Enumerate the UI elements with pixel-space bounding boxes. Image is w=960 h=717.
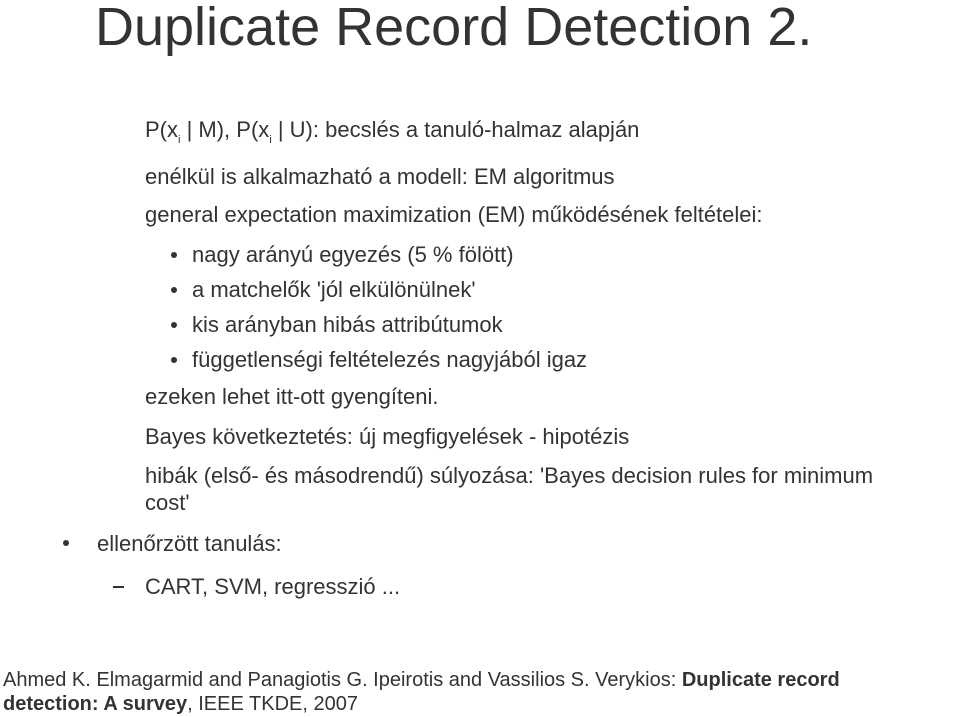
bullet-dot [171, 322, 177, 328]
formula-part-c: | U): becslés a tanuló-halmaz alapján [271, 117, 640, 142]
dash-bullet [113, 586, 124, 588]
bullet-dot [63, 540, 69, 546]
probability-line [145, 117, 639, 147]
methods-line: CART, SVM, regresszió ... [145, 574, 401, 599]
reference-title-b: detection: A survey [3, 693, 188, 715]
reference-venue: , IEEE TKDE, 2007 [187, 693, 358, 715]
reference-authors: Ahmed K. Elmagarmid and Panagiotis G. Ipeirotis and Vassilios S. Verykios: [3, 669, 682, 691]
bullet-dot [171, 287, 177, 293]
relax-line: ezeken lehet itt-ott gyengíteni. [145, 384, 439, 409]
formula-part-b: | M), P(x [180, 117, 270, 142]
em-intro-line: enélkül is alkalmazható a modell: EM algoritmus [145, 164, 615, 189]
supervised-line: ellenőrzött tanulás: [97, 531, 282, 556]
formula-part-a: P(x [145, 117, 178, 142]
reference-line-2 [3, 692, 358, 716]
errors-line-cont: cost' [145, 490, 190, 515]
condition-item: a matchelők 'jól elkülönülnek' [192, 277, 476, 302]
em-conditions-line: general expectation maximization (EM) működésének feltételei: [145, 202, 763, 227]
condition-item: függetlenségi feltételezés nagyjából igaz [192, 347, 588, 372]
condition-item: kis arányban hibás attribútumok [192, 312, 503, 337]
bayes-line: Bayes következtetés: új megfigyelések - hipotézis [145, 424, 630, 449]
reference-title-a: Duplicate record [681, 669, 840, 691]
reference-line-1 [3, 668, 840, 692]
errors-line: hibák (első- és másodrendű) súlyozása: 'Bayes decision rules for minimum [145, 463, 874, 488]
bullet-dot [171, 252, 177, 258]
bullet-dot [171, 357, 177, 363]
subscript-i-2: i [269, 134, 272, 146]
subscript-i-1: i [178, 134, 181, 146]
condition-item: nagy arányú egyezés (5 % fölött) [192, 242, 514, 267]
slide-title: Duplicate Record Detection 2. [95, 0, 813, 57]
